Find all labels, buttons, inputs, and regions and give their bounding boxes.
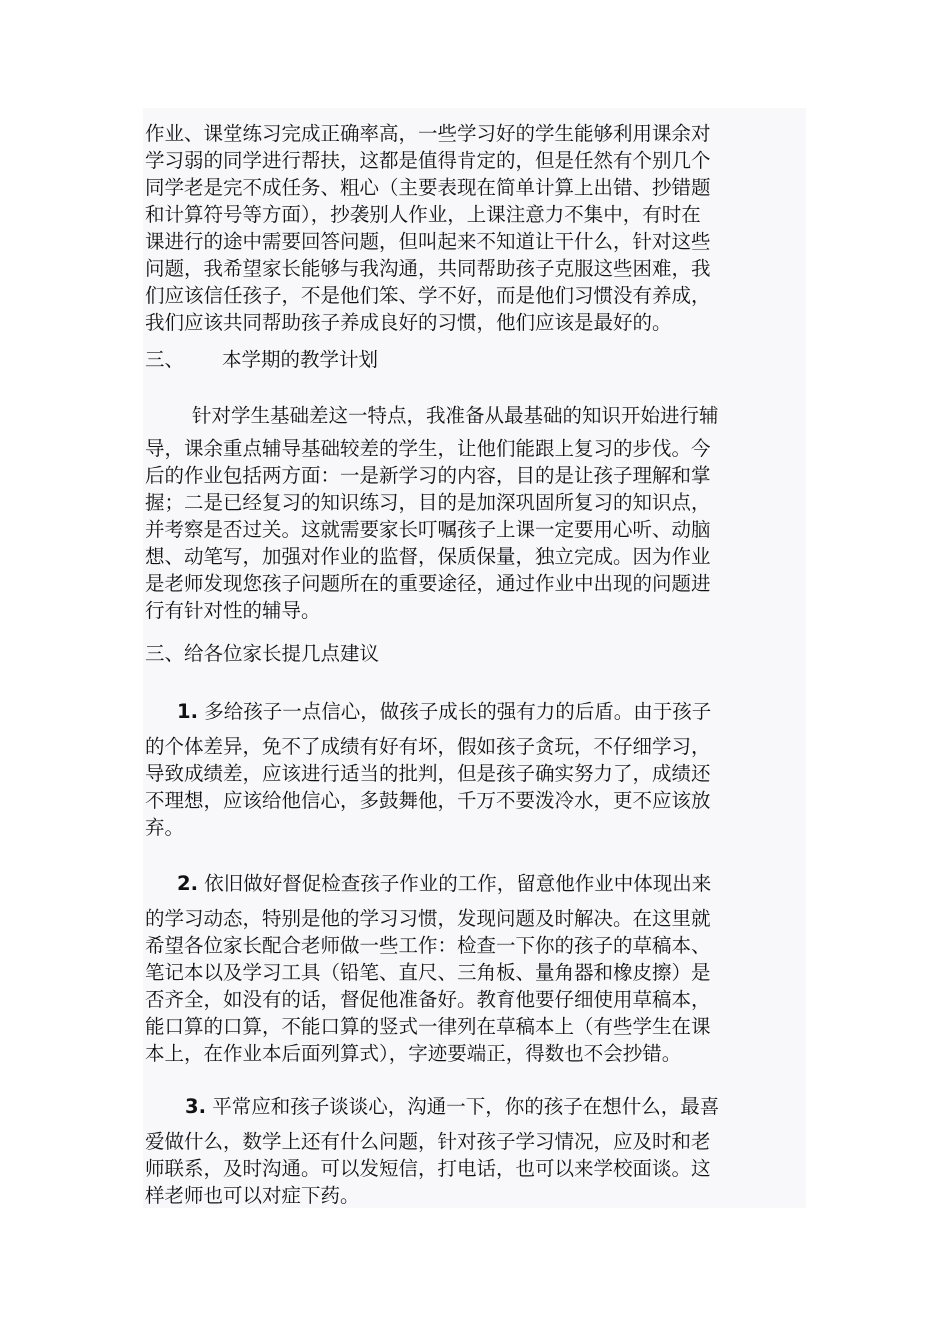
text-line: 我们应该共同帮助孩子养成良好的习惯，他们应该是最好的。 [145,311,672,334]
text-line: 同学老是完不成任务、粗心（主要表现在简单计算上出错、抄错题 [145,176,711,199]
text-line: 课进行的途中需要回答问题，但叫起来不知道让干什么，针对这些 [145,230,711,253]
list-text: 多给孩子一点信心，做孩子成长的强有力的后盾。由于孩子 [204,700,712,723]
text-line: 笔记本以及学习工具（铅笔、直尺、三角板、量角器和橡皮擦）是 [145,961,711,984]
text-line: 样老师也可以对症下药。 [145,1184,360,1207]
text-line: 学习弱的同学进行帮扶，这都是值得肯定的，但是任然有个别几个 [145,149,711,172]
suggestion-2 [145,870,809,1067]
text-line: 针对学生基础差这一特点，我准备从最基础的知识开始进行辅 [192,404,719,427]
text-line: 想、动笔写，加强对作业的监督，保质保量，独立完成。因为作业 [145,545,711,568]
list-number: 2. [177,872,198,895]
text-line: 师联系，及时沟通。可以发短信，打电话，也可以来学校面谈。这 [145,1157,711,1180]
text-line: 问题，我希望家长能够与我沟通，共同帮助孩子克服这些困难，我 [145,257,711,280]
text-line: 本上，在作业本后面列算式），字迹要端正，得数也不会抄错。 [145,1042,682,1065]
text-line: 握；二是已经复习的知识练习，目的是加深巩固所复习的知识点， [145,491,711,514]
section-heading-plan [145,346,378,373]
paragraph-plan [145,402,809,624]
text-line: 导，课余重点辅导基础较差的学生，让他们能跟上复习的步伐。今 [145,437,711,460]
list-number: 1. [177,700,198,723]
text-line: 弃。 [145,816,185,839]
suggestion-3 [145,1093,809,1209]
section-heading-suggestions [145,640,379,667]
text-line: 希望各位家长配合老师做一些工作：检查一下你的孩子的草稿本、 [145,934,711,957]
text-line [145,1093,809,1120]
text-line: 的学习动态，特别是他的学习习惯，发现问题及时解决。在这里就 [145,907,711,930]
heading-number: 三、 [145,348,185,371]
text-line: 导致成绩差，应该进行适当的批判，但是孩子确实努力了，成绩还 [145,762,711,785]
text-line: 和计算符号等方面），抄袭别人作业，上课注意力不集中，有时在 [145,203,701,226]
heading-title: 本学期的教学计划 [222,348,379,371]
suggestion-1 [145,698,809,841]
text-line [145,698,809,725]
text-line: 能口算的口算，不能口算的竖式一律列在草稿本上（有些学生在课 [145,1015,711,1038]
text-line: 爱做什么，数学上还有什么问题，针对孩子学习情况，应及时和老 [145,1130,711,1153]
text-line: 是老师发现您孩子问题所在的重要途径，通过作业中出现的问题进 [145,572,711,595]
text-line: 的个体差异，免不了成绩有好有坏，假如孩子贪玩，不仔细学习， [145,735,711,758]
text-line: 否齐全，如没有的话，督促他准备好。教育他要仔细使用草稿本， [145,988,711,1011]
text-line: 并考察是否过关。这就需要家长叮嘱孩子上课一定要用心听、动脑 [145,518,711,541]
list-number: 3. [185,1095,206,1118]
text-line: 作业、课堂练习完成正确率高，一些学习好的学生能够利用课余对 [145,122,711,145]
text-line: 后的作业包括两方面：一是新学习的内容，目的是让孩子理解和掌 [145,464,711,487]
list-text: 平常应和孩子谈谈心，沟通一下，你的孩子在想什么，最喜 [212,1095,720,1118]
list-text: 依旧做好督促检查孩子作业的工作，留意他作业中体现出来 [204,872,712,895]
text-line: 不理想，应该给他信心，多鼓舞他，千万不要泼冷水，更不应该放 [145,789,711,812]
text-line: 行有针对性的辅导。 [145,599,321,622]
paragraph-progress [145,120,809,336]
heading-title: 三、给各位家长提几点建议 [145,642,380,665]
text-line: 们应该信任孩子，不是他们笨、学不好，而是他们习惯没有养成， [145,284,711,307]
text-line [145,870,809,897]
